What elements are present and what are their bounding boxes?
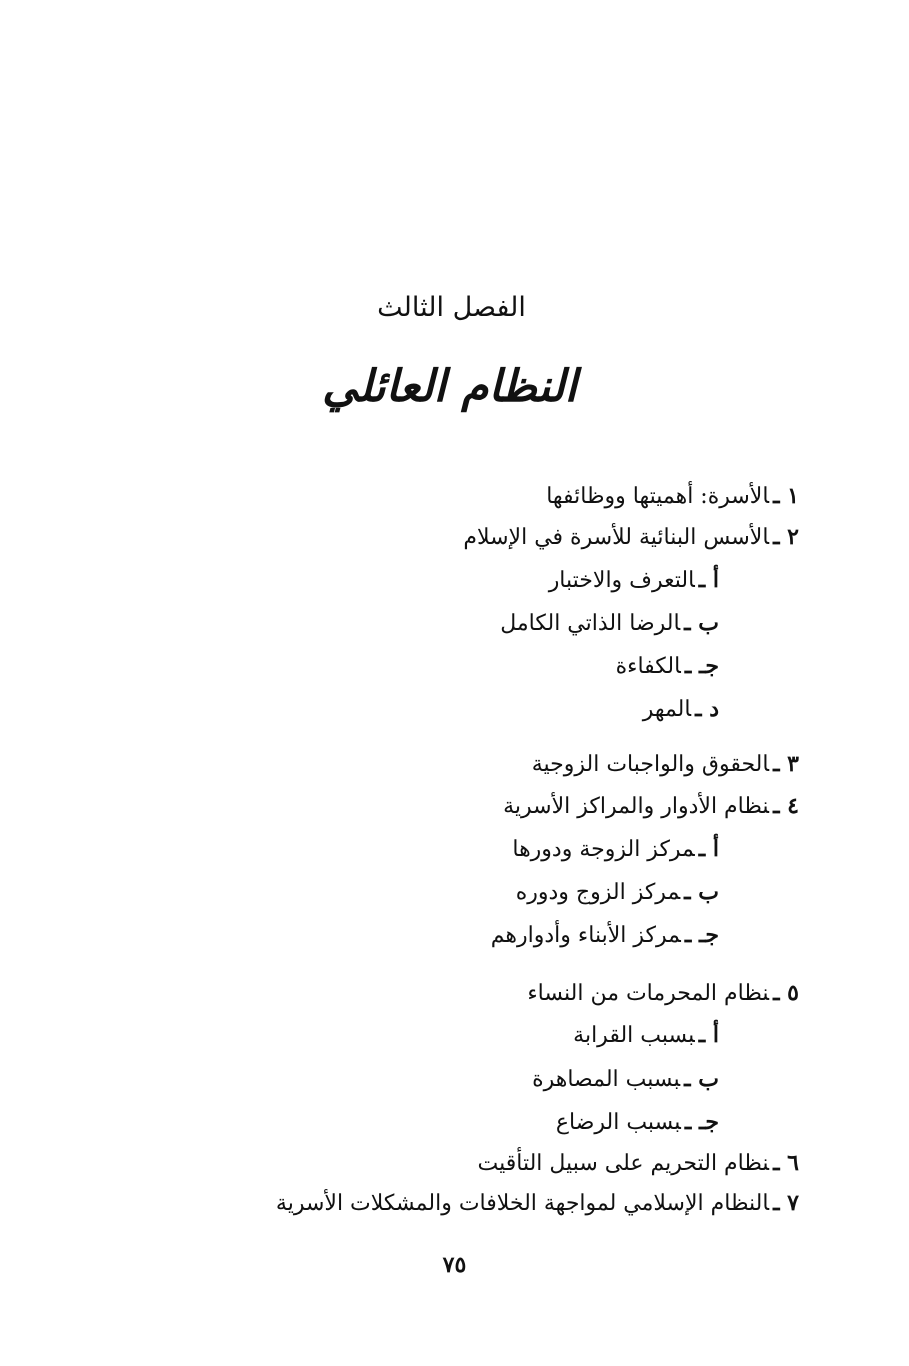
toc-subitem-letter: أ ـ [698, 567, 719, 593]
toc-subitem-letter: ب ـ [684, 1066, 719, 1092]
toc-subitem-text: بسبب المصاهرة [532, 1067, 681, 1092]
toc-item-text: نظام التحريم على سبيل التأقيت [477, 1151, 770, 1176]
toc-item [532, 746, 799, 783]
toc-subitem [532, 1061, 719, 1098]
toc-item-number: ٤ ـ [773, 793, 799, 819]
toc-subitem [643, 691, 719, 728]
toc-subitem-text: بسبب الرضاع [555, 1110, 681, 1135]
toc-subitem [573, 1017, 719, 1054]
toc-subitem [491, 917, 719, 954]
toc-item-number: ٢ ـ [773, 524, 799, 550]
toc-item [527, 975, 799, 1012]
toc-subitem-text: مركز الأبناء وأدوارهم [490, 923, 681, 948]
toc-subitem-letter: ب ـ [684, 879, 719, 905]
chapter-label-text: الفصل الثالث [377, 292, 526, 323]
toc-subitem [500, 605, 719, 642]
toc-item [546, 478, 799, 515]
toc-item-text: الأسرة: أهميتها ووظائفها [546, 484, 770, 509]
toc-subitem-text: مركز الزوجة ودورها [512, 837, 695, 862]
toc-subitem [616, 648, 719, 685]
toc-item-text: نظام المحرمات من النساء [527, 981, 770, 1006]
toc-subitem-letter: جـ ـ [684, 1109, 719, 1135]
toc-item-number: ٧ ـ [773, 1190, 799, 1216]
toc-subitem-letter: ب ـ [684, 610, 719, 636]
toc-subitem-letter: جـ ـ [684, 653, 719, 679]
toc-subitem-letter: د ـ [695, 696, 719, 722]
toc-item-text: النظام الإسلامي لمواجهة الخلافات والمشكلات الأسرية [275, 1191, 770, 1216]
page-number: ٧٥ [442, 1252, 467, 1278]
toc-subitem [549, 562, 719, 599]
toc-subitem-letter: أ ـ [698, 1022, 719, 1048]
chapter-title-text: النظام العائلي [322, 361, 577, 412]
toc-subitem [556, 1104, 719, 1141]
toc-subitem-text: الرضا الذاتي الكامل [500, 611, 681, 636]
toc-item-text: الحقوق والواجبات الزوجية [531, 752, 770, 777]
toc-item-text: الأسس البنائية للأسرة في الإسلام [463, 525, 770, 550]
toc-subitem-text: التعرف والاختبار [548, 568, 695, 593]
toc-subitem-text: المهر [642, 697, 692, 722]
toc-item-number: ٦ ـ [773, 1150, 799, 1176]
toc-item-text: نظام الأدوار والمراكز الأسرية [503, 794, 770, 819]
toc-subitem [512, 831, 719, 868]
toc-subitem-text: مركز الزوج ودوره [515, 880, 681, 905]
toc-subitem-text: الكفاءة [615, 654, 681, 679]
toc-item-number: ٣ ـ [773, 751, 799, 777]
toc-item [503, 788, 799, 825]
toc-item-number: ٥ ـ [773, 980, 799, 1006]
toc-subitem-letter: أ ـ [698, 836, 719, 862]
toc-item [463, 519, 799, 556]
toc-subitem [516, 874, 719, 911]
toc-subitem-letter: جـ ـ [684, 922, 719, 948]
toc-item-number: ١ ـ [773, 483, 799, 509]
toc-item [477, 1145, 799, 1182]
toc-item [276, 1185, 799, 1222]
toc-subitem-text: بسبب القرابة [573, 1023, 695, 1048]
